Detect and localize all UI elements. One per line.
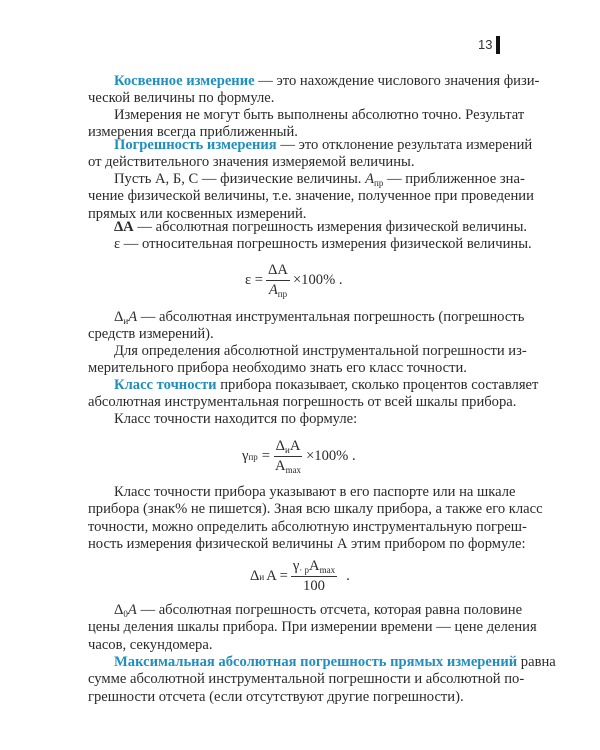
text: — это отклонение результата измерений xyxy=(276,137,533,153)
text: от действительного значения измеряемой величины. xyxy=(88,154,415,171)
formula-lhs: A = xyxy=(266,568,288,584)
text: — приближенное зна- xyxy=(383,171,525,187)
formula-rhs: ×100% . xyxy=(306,448,356,464)
paragraph-determination xyxy=(88,343,527,378)
paragraph-physical-quantities xyxy=(88,171,534,223)
page-number: 13 xyxy=(478,37,493,52)
denominator: A xyxy=(268,282,278,298)
text: измерения всегда приближенный. xyxy=(88,124,298,141)
text: — абсолютная погрешность отсчета, которая равна половине xyxy=(136,602,523,618)
formula-rhs: ×100% . xyxy=(292,272,343,288)
text: ность измерения физической величины А этим прибором по формуле: xyxy=(88,536,526,553)
numerator: γ xyxy=(292,558,300,574)
page-number-bar xyxy=(496,36,500,54)
paragraph-class-indication xyxy=(88,484,543,554)
text: — абсолютная инструментальная погрешность (погрешность xyxy=(137,309,525,325)
symbol: ΔA xyxy=(114,219,134,235)
text: чение физической величины, т.е. значение, полученное при проведении xyxy=(88,188,534,205)
formula-accuracy-class: γ пр = $\frac{\Delta_иA}{A_{max}}$ ×100% . xyxy=(242,438,356,475)
text: сумме абсолютной инструментальной погрешности и абсолютной по- xyxy=(88,671,525,688)
text: грешности отсчета (если отсутствуют другие погрешности). xyxy=(88,688,464,705)
subscript: пр xyxy=(277,289,288,299)
numerator: ΔA xyxy=(266,262,290,281)
subscript: max xyxy=(319,565,336,575)
text: Пусть А, Б, С — физические величины. xyxy=(114,171,366,187)
paragraph-measurement-error xyxy=(88,137,533,172)
term: Погрешность измерения xyxy=(114,137,277,153)
formula-lhs: γ xyxy=(242,448,249,464)
paragraph-class-formula-intro xyxy=(88,411,510,428)
paragraph-relative-error xyxy=(88,236,532,253)
text: равна xyxy=(517,654,556,670)
paragraph-accuracy-class xyxy=(88,377,539,412)
paragraph-max-absolute-error xyxy=(88,654,556,706)
subscript: и xyxy=(285,445,290,455)
term: Максимальная абсолютная погрешность прямых измерений xyxy=(114,654,518,670)
subscript: пр xyxy=(374,178,384,188)
text: средств измерений). xyxy=(88,326,214,343)
term: Класс точности xyxy=(114,377,217,393)
text: Класс точности находится по формуле: xyxy=(114,411,358,427)
text: прибора показывает, сколько процентов составляет xyxy=(216,377,539,393)
text: Для определения абсолютной инструментальной погрешности из- xyxy=(114,343,527,359)
numerator: A xyxy=(289,438,301,454)
text: ε — относительная погрешность измерения физической величины. xyxy=(114,236,532,252)
paragraph-instrumental-error xyxy=(88,309,525,344)
text: мерительного прибора необходимо знать его класс точности. xyxy=(88,360,467,377)
subscript: max xyxy=(285,465,302,475)
symbol: A xyxy=(365,171,375,187)
text: прямых или косвенных измерений. xyxy=(88,205,307,222)
formula-rhs: . xyxy=(346,568,350,584)
symbol: A xyxy=(128,309,138,325)
text: — это нахождение числового значения физи- xyxy=(254,73,540,89)
formula-instrumental-error: Δ и A = $\frac{\gamma_{\cdot р}A_{max}}{100}$ . xyxy=(250,558,350,594)
text: точности, можно определить абсолютную инструментальную погреш- xyxy=(88,518,527,535)
paragraph-reading-error xyxy=(88,602,537,654)
term: Косвенное измерение xyxy=(114,73,255,89)
paragraph-absolute-error xyxy=(88,219,528,236)
formula-lhs: Δ xyxy=(250,568,260,584)
symbol: Δ xyxy=(114,602,124,618)
paragraph-indirect-measurement xyxy=(88,73,540,108)
subscript: 0 xyxy=(123,609,128,619)
denominator: 100 xyxy=(303,578,325,594)
text: Измерения не могут быть выполнены абсолютно точно. Результат xyxy=(114,107,525,123)
text: Класс точности прибора указывают в его паспорте или на шкале xyxy=(114,484,516,500)
denominator: A xyxy=(275,458,286,474)
text: абсолютная инструментальная погрешность от всей шкалы прибора. xyxy=(88,394,517,411)
text: часов, секундомера. xyxy=(88,636,213,653)
symbol: A xyxy=(127,602,137,618)
text: — абсолютная погрешность измерения физической величины. xyxy=(133,219,528,235)
subscript: и xyxy=(123,316,129,326)
equals: = xyxy=(261,448,271,464)
text: прибора (знак% не пишется). Зная всю шкалу прибора, а также его класс xyxy=(88,501,543,518)
numerator: Δ xyxy=(275,438,286,454)
formula-relative-error xyxy=(245,262,343,299)
symbol: Δ xyxy=(114,309,124,325)
numerator: A xyxy=(309,558,320,574)
subscript: · р xyxy=(299,565,310,575)
text: цены деления шкалы прибора. При измерении времени — цене деления xyxy=(88,619,537,636)
formula-lhs: ε = xyxy=(245,272,264,288)
text: ческой величины по формуле. xyxy=(88,90,275,107)
